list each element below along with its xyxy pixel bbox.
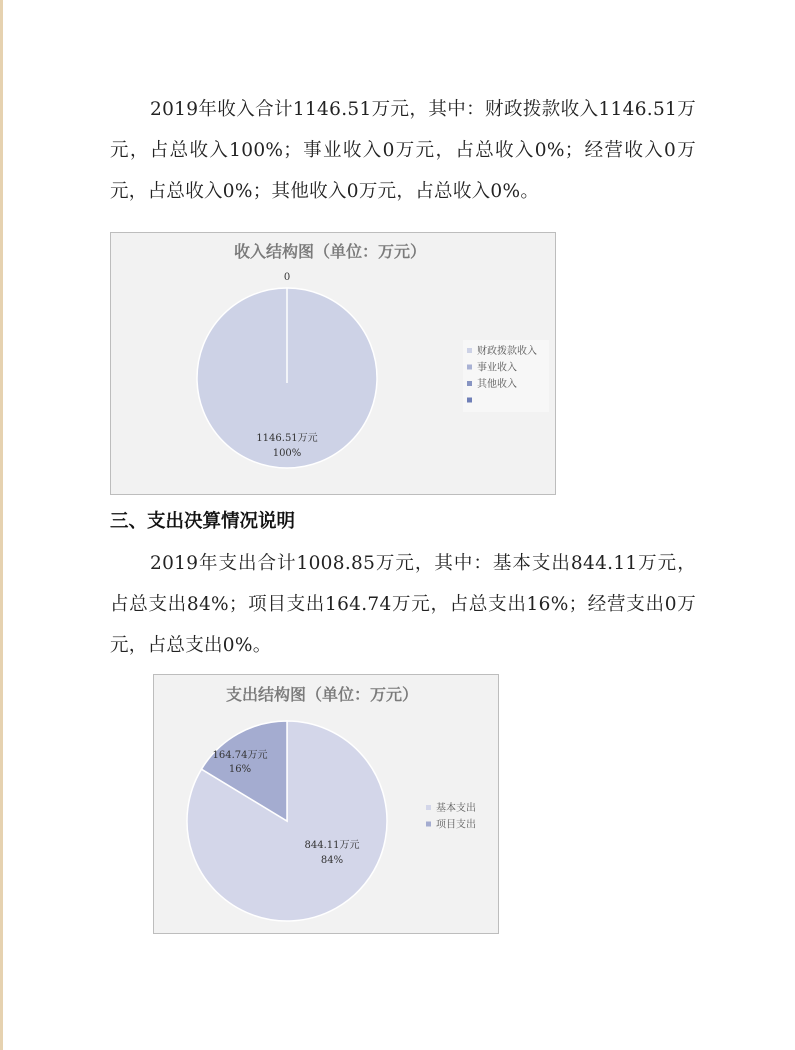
income-legend-label-1: 事业收入 <box>477 362 517 374</box>
expense-text: 2019年支出合计1008.85万元，其中：基本支出844.11万元，占总支出84%；项目支出164.74万元，占总支出16%；经营支出0万元，占总支出0%。 <box>110 553 696 656</box>
income-legend-label-0: 财政拨款收入 <box>477 346 537 357</box>
income-legend-swatch-1 <box>467 365 472 370</box>
expense-slice-label-basic-percent: 84% <box>320 855 344 866</box>
expense-slice-label-project-value: 164.74万元 <box>212 750 268 761</box>
expense-legend-swatch-1 <box>426 822 431 827</box>
expense-chart-title: 支出结构图（单位：万元） <box>225 685 419 704</box>
expense-legend-label-1: 项目支出 <box>436 819 476 831</box>
expense-chart-svg <box>154 675 498 933</box>
income-slice-label-percent: 100% <box>272 448 302 459</box>
income-chart <box>110 232 556 495</box>
expense-legend <box>426 801 476 831</box>
expense-heading: 三、支出决算情况说明 <box>110 511 296 532</box>
page-left-rule <box>0 0 3 1050</box>
income-slice-label-value: 1146.51万元 <box>256 433 318 444</box>
expense-slice-label-project-percent: 16% <box>228 764 252 775</box>
income-chart-title: 收入结构图（单位：万元） <box>233 242 427 261</box>
expense-legend-label-0: 基本支出 <box>436 803 476 814</box>
income-legend-swatch-2 <box>467 381 472 386</box>
income-text: 2019年收入合计1146.51万元，其中：财政拨款收入1146.51万元，占总收入100%；事业收入0万元，占总收入0%；经营收入0万元，占总收入0%；其他收入0万元，占总收入0%。 <box>110 99 696 202</box>
income-legend-swatch-0 <box>467 348 472 353</box>
income-slice-label-zero: 0 <box>283 272 291 283</box>
income-paragraph <box>110 89 696 212</box>
expense-chart <box>153 674 499 934</box>
expense-paragraph <box>110 543 696 666</box>
income-legend-label-2: 其他收入 <box>477 379 517 390</box>
expense-legend-swatch-0 <box>426 805 431 810</box>
income-legend-swatch-3 <box>467 398 472 403</box>
expense-slice-label-basic-value: 844.11万元 <box>304 840 360 851</box>
income-chart-svg <box>111 233 555 494</box>
